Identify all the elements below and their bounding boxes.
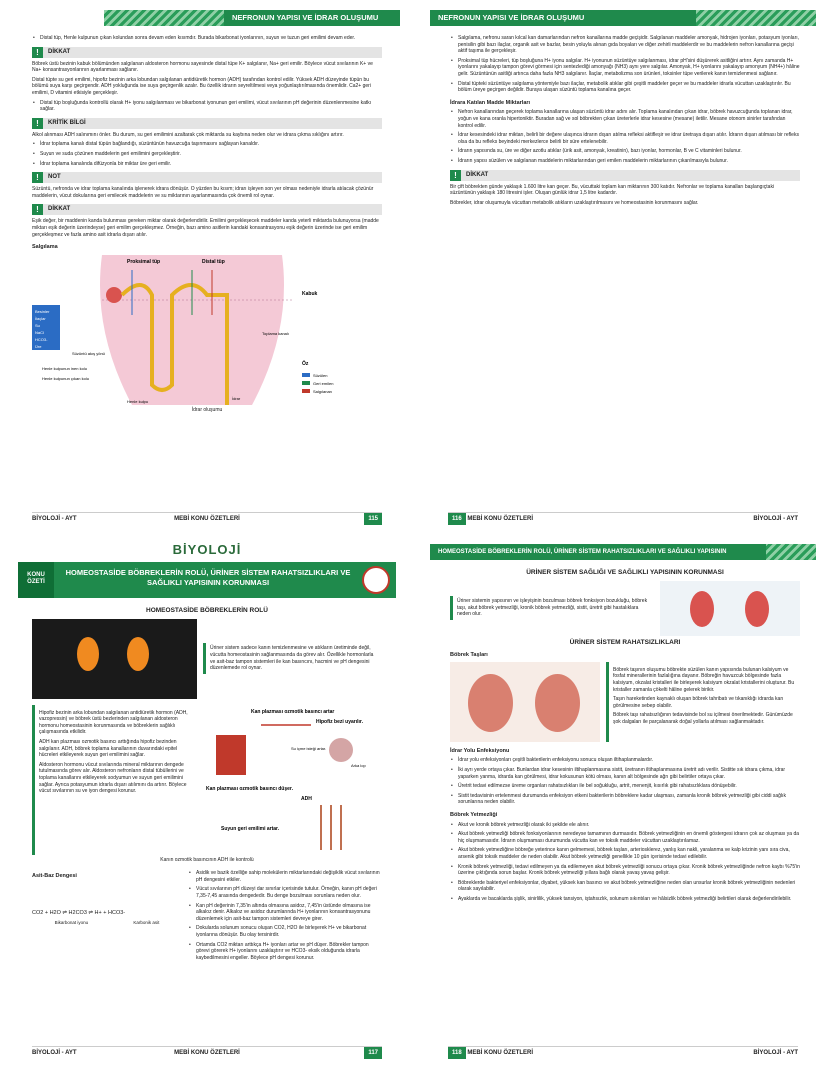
footer-center: MEBİ KONU ÖZETLERİ [174, 1050, 240, 1056]
adh-figure [201, 705, 382, 855]
footer-center: MEBİ KONU ÖZETLERİ [174, 516, 240, 522]
page-116 [430, 6, 816, 526]
dikkat-box [32, 204, 382, 215]
footer-center: MEBİ KONU ÖZETLERİ [467, 516, 534, 522]
legend-swatch [302, 389, 310, 393]
figure-caption: Kanın ozmotik basıncının ADH ile kontrolü [160, 856, 254, 863]
label: Su içme isteği artar. [291, 745, 327, 751]
exclamation-icon: ! [32, 204, 43, 215]
legend-swatch [302, 381, 310, 385]
label: Suyun geri emilimi artar. [221, 825, 280, 832]
nephron-diagram [32, 255, 382, 405]
footer-right: BİYOLOJİ - AYT [753, 1050, 798, 1056]
bullet: • İdrarın yapısında su, üre ve diğer azotlu atıklar (ürik asit, amonyak, kreatinin), bazı iyonlar, hormonlar, B ve C vitaminleri bulunur. [450, 148, 800, 155]
figure-title: Salgılama [32, 244, 58, 251]
label: Henle kulpunun çıkan kolu [42, 375, 89, 381]
page-header: NEFRONUN YAPISI VE İDRAR OLUŞUMU [224, 10, 400, 26]
label: Kan plazması ozmotik basıncı artar [251, 708, 335, 715]
bullet: • Akut ve kronik böbrek yetmezliği olarak iki şekilde ele alınır. [450, 822, 800, 829]
label: Su [35, 322, 40, 328]
kidney-xray-image [32, 619, 197, 699]
paragraph: Taşın hareketinden kaynaklı oluşan böbrek tahribatı ve tıkanıklığı idrarda kan görülmesine sebep olabilir. [613, 696, 784, 709]
subsection-title: Asit-Baz Dengesi [32, 873, 77, 880]
bullet: • Suyun ve suda çözünen maddelerin geri emilimini gerçekleştirir. [32, 151, 382, 158]
footer-left: BİYOLOJİ - AYT [32, 516, 77, 522]
footer-left: BİYOLOJİ - AYT [32, 1050, 77, 1056]
bullet: • Akut böbrek yetmezliğine böbreğe yeterince kanın gelmemesi, böbrek taşları, arteriosklerez, yanlış kan nakli, yaralanma ve kalp krizinin yanı sıra civa, arsenik gibi toksik maddeler de neden olabilir. Akut böbrek yetmezliği genellikle 10 gün içerisinde tedavi edilebilir. [450, 847, 800, 860]
dikkat-box [450, 170, 800, 181]
box-title: DİKKAT [43, 47, 382, 58]
page-footer [32, 512, 382, 524]
adh-diagram [201, 705, 381, 855]
bullet: • Kronik böbrek yetmezliği, tedavi edilmeyen ya da edilemeyen akut böbrek yetmezliği sonucu ortaya çıkar. Kronik böbrek yetmezliğinde nefron kaybı %75'in üzerine çıktığında sorun başlar. Kronik böbrek yetmezliği yıllara bağlı olarak yavaş yavaş gelişir. [450, 864, 800, 877]
legend-label: Süzülen [313, 372, 328, 378]
paragraph: Distal tüpte su geri emilimi, hipofiz bezinin arka lobundan salgılanan antidiüretik hormon (ADH) tarafından kontrol edilir. Yüksek ADH düzeyinde tüpün bu bölümü suya karşı geçirgendir. ADH yokluğunda ise suya geçirgenlik azalır. Bu özellik idrarın seyreltilmesi veya yoğunlaştırılmasında önemlidir. Ca2+ geri emilimi, D vitamini etkisiyle gerçekleşir. [32, 76, 371, 96]
bullet: • Distal tüp, Henle kulpunun çıkan kolundan sonra devam eden kısımdır. Burada bikarbonat iyonlarının, suyun ve tuzun geri emilimi devam eder. [32, 35, 382, 42]
label-dist: Distal tüp [202, 258, 225, 265]
paragraph: Hipofiz bezinin arka lobundan salgılanan antidiüretik hormon (ADH, vazopressin) ve böbrek üstü bezlerinden salgılanan aldosteron hormonu homeostasinin korunmasında ve böbreklerin sağlıklı çalışmasında etkilidir. [39, 709, 188, 736]
glomerulus [106, 287, 122, 303]
title-bar [18, 562, 396, 598]
subsection-title: İdrara Katılan Madde Miktarları [450, 99, 531, 106]
label: Üre [35, 343, 42, 349]
label: Henle kulpu [127, 398, 149, 404]
paragraph: ADH kan plazması ozmotik basıncı arttığında hipofiz bezinden salgılanır. ADH, böbrek toplama kanallarının duvarındaki epitel hücreleri etkileyerek suyun geri emilimini sağlar. [39, 738, 178, 759]
label-oz: Öz [302, 360, 309, 367]
bullet: • Proksimal tüp hücreleri, tüp boşluğuna H+ iyonu salgılar. H+ iyonunun süzüntüye salgılanması, idrar pH'sini düşürerek asitliğini artırır. Aynı zamanda H+ iyonlarını yakalayıp tampon görevi görmesi için sentezlediği amonyağı (NH3) aynı yere salgılar. Amonyak, H+ iyonlarını yakalayıp amonyum (NH4+) hâline gelir. Süzüntünün asitliği artınca daha fazla NH3 salgılanır. İlaçlar, metabolizma son ürünleri, toksinler tüpe verilerek kanın temizlenmesi sağlanır. [450, 58, 800, 78]
nephron-figure [32, 255, 382, 405]
page-number: 118 [448, 1047, 466, 1059]
label: Henle kulpunun inen kolu [42, 365, 87, 371]
section-title: ÜRİNER SİSTEM RAHATSIZLIKLARI [569, 638, 681, 646]
bullet: • Distal tüpteki süzüntüye salgılama yöntemiyle bazı ilaçlar, metabolik atıklar gibi çeşitli maddeler geçer ve bu maddeler idrarla vücuttan uzaklaştırılır. Bu bölüm üreye geçirgen değildir. Buraya ulaşan süzüntü toplama kanalına geçer. [450, 81, 800, 94]
footer-center: MEBİ KONU ÖZETLERİ [467, 1050, 534, 1056]
label: Kan plazması ozmotik basıncı düşer. [206, 785, 293, 792]
page-title: HOMEOSTASİDE BÖBREKLERİN ROLÜ, ÜRİNER SİSTEM RAHATSIZLIKLARI VE SAĞLIKLI YAPISININ KORUNMASI [65, 568, 351, 587]
bullet: • Kan pH değerinin 7,35'in altında olmasına asidoz, 7,45'in üstünde olmasına ise alkaloz denir. Alkaloz ve asidoz durumlarında H+ iyonlarının konsantrasyonunu düzenlemek için asit-baz tampon sistemleri devreye girer. [188, 903, 382, 923]
page-number: 116 [448, 513, 466, 525]
figure-caption: İdrar oluşumu [191, 406, 223, 413]
box-title: NOT [43, 172, 382, 183]
label: Besinler [35, 308, 50, 314]
bullet: • İdrarın yapısı süzülen ve salgılanan maddelerin miktarlarından geri emilen maddelerin miktarlarının çıkarılmasıyla bulunur. [450, 158, 800, 165]
box-title: DİKKAT [461, 170, 800, 181]
bullet: • İdrar toplama kanalında difüzyonla bir miktar üre geri emilir. [32, 161, 382, 168]
bullet: • Vücut sıvılarının pH düzeyi dar sınırlar içerisinde tutulur. Örneğin, kanın pH değeri 7,35-7,45 arasında dengededir. Bu denge bozulması sorunlara neden olur. [188, 886, 382, 899]
label: ADH [301, 795, 312, 802]
not-box [32, 172, 382, 183]
paragraph: Böbrekler, idrar oluşumuyla vücuttan metabolik atıkların uzaklaştırılmasını ve homeostasinin korunmasını sağlar. [450, 199, 699, 206]
box-title: DİKKAT [43, 204, 382, 215]
kidney-stone-illustration [450, 662, 600, 742]
subsection-title: Böbrek Taşları [450, 652, 488, 659]
bullet: • Distal tüp boşluğunda kontrollü olarak H+ iyonu salgılanması ve bikarbonat iyonunun geri emilimi, vücut sıvılarının pH değerinin düzenlenmesine katkı sağlar. [32, 100, 382, 113]
label-kabuk: Kabuk [302, 290, 318, 297]
legend-label: Geri emilen [313, 380, 334, 386]
bullet: • İdrar yolu enfeksiyonları çeşitli bakterilerin enfeksiyonu sonucu oluşan iltihaplanmalardır. [450, 757, 800, 764]
meb-seal-icon [362, 566, 390, 594]
paragraph: Böbrek taşı rahatsızlığının tedavisinde bol su içilmesi önerilmektedir. Günümüzde şok dalgaları ile parçalanarak doğal yollarla atılması sağlanmaktadır. [613, 712, 793, 725]
page-number: 117 [364, 1047, 382, 1059]
page-117 [14, 540, 400, 1060]
page-header: HOMEOSTASİDE BÖBREKLERİN ROLÜ, ÜRİNER SİSTEM RAHATSIZLIKLARI VE SAĞLIKLI YAPISININ KORUNMASI [430, 544, 766, 560]
paragraph: Böbrek taşının oluşumu böbrekte süzülen kanın yapısında bulunan kalsiyum ve fosfat minerallerinin fazlalığına dayanır. Böbreğin havuzcuk bölgesinde fazla kalsiyum, okzalat kristalleri ile birleşerek kalsiyum okzalat kristallerini oluşturur. Bu kristaller zamanla çökelti hâline gelerek birikir. [613, 666, 795, 693]
bullet: • Nefron kanallarından geçerek toplama kanallarına ulaşan süzüntü idrar adını alır. Toplama kanalından çıkan idrar, böbrek havuzcuğunda toplanan idrar, yoğun ve kana oranla hipertoniktir. Buradan sağ ve sol böbrekten çıkan üreterlerle idrar kesesine (mesane) iletilir. Mesane otonom sinirler tarafından kontrol edilir. [450, 109, 800, 129]
page-footer [448, 512, 798, 524]
bullet: • Böbreklerde bakteriyel enfeksiyonlar, diyabet, yüksek kan basıncı ve akut böbrek yetmezliğine neden olan unsurlar kronik böbrek yetmezliğinin nedenleri olarak sayılabilir. [450, 880, 800, 893]
bullet: • Asidik ve bazik özelliğe sahip molekülerin miktarlarındaki değişiklik vücut sıvılarının pH dengesini etkiler. [188, 870, 382, 883]
subject-title: BİYOLOJİ [172, 542, 242, 557]
equation: CO2 + H2O ⇌ H2CO3 ⇌ H+ + HCO3- [32, 909, 126, 916]
label: Karbonik asit [133, 920, 160, 926]
bullet: • İdrar kesesindeki idrar miktarı, belirli bir değere ulaşınca idrarın dışarı atılma refleksi aktifleşir ve idrar üretraya dışarı atılır. İdrarın dışarı atılması bir refleks olsa da bu refleks beyindeki merkezlerce belirli bir süre ertelenebilir. [450, 132, 800, 145]
page-header: NEFRONUN YAPISI VE İDRAR OLUŞUMU [430, 10, 696, 26]
konu-ozeti-badge: KONU ÖZETİ [18, 562, 54, 598]
bullet: • Üretrit tedavi edilmezse üreme organları rahatsızlıkları ile bel soğukluğu, artrit, menenjit, kısırlık gibi rahatsızlıklara dönüşebilir. [450, 783, 800, 790]
label: Bikarbonat iyonu [54, 920, 89, 926]
label-prox: Proksimal tüp [127, 258, 161, 265]
nephron-lines [321, 805, 341, 850]
exclamation-icon: ! [32, 47, 43, 58]
bullet: • Akut böbrek yetmezliği böbrek fonksiyonlarının neredeyse tamamının durmasıdır. Böbrek yetmezliğinin en önemli göstergesi idrarın çok az oluşması ya da hiç oluşmamasıdır. İdrarın oluşmaması durumunda vücutta kan ve toksik maddeler vücuttan uzaklaştırılamaz. [450, 831, 800, 844]
header-stripe [766, 544, 816, 560]
bullet: • Ortamda CO2 miktarı arttıkça H+ iyonları artar ve pH düşer. Böbrekler tampon görevi görerek H+ iyonlarını uzaklaştırır ve HCO3- eksik olduğunda idrarla kaybedilmesini engeller. Böylece pH dengesi korunur. [188, 942, 382, 962]
pituitary [329, 738, 353, 762]
paragraph: Aldosteron hormonu vücut sıvılarında mineral miktarının dengede tutulmasında görev alır. Aldosteron nefronların distal tübüllerini ve toplama kanallarını etkileyerek sodyumun ve suyun geri emilimini sağlar. Ayrıca potasyumun idrarla dışarı atılımını da artırır. Böylece vücut sıvılarının su ve iyon dengesi korunur. [39, 761, 187, 795]
label: HCO3- [35, 336, 48, 342]
label: İlaçlar [35, 315, 46, 321]
bullet: • Sistit tedavisinin ertelenmesi durumunda enfeksiyon etkeni bakterilerin böbreklere kadar ulaşması, zamanla kronik böbrek yetmezliği gibi ciddi sağlık sorunlarına neden olabilir. [450, 793, 800, 806]
section-title: ÜRİNER SİSTEM SAĞLIĞI VE SAĞLIKLI YAPISININ KORUNMASI [526, 569, 724, 576]
subsection-title: İdrar Yolu Enfeksiyonu [450, 747, 510, 754]
label: NaCl [35, 329, 44, 335]
header-stripe [696, 10, 816, 26]
paragraph: Alkol alınması ADH salınımını önler. Bu durum, su geri emilimini azaltarak çok miktarda su kaybına neden olur ve idrara çıkma sıklığını artırır. [32, 131, 344, 138]
exclamation-icon: ! [450, 170, 461, 181]
label: Hipofiz bezi uyarılır. [316, 718, 363, 725]
paragraph: Süzüntü, nefronda ve idrar toplama kanalında işlenerek idrara dönüşür. O yüzden bu kısım; idrarı işleyen son yer olması nedeniyle idrarla atılacak çözünür maddelerin, vücut dokularına geri emilecek maddelerin ve su miktarının ayarlanmasında çok önemli rol oynar. [32, 186, 374, 199]
page-118 [430, 540, 816, 1060]
label: Toplama kanalı [262, 330, 289, 336]
kritik-box [32, 118, 382, 129]
paragraph: Bir çift böbrekten günde yaklaşık 1.600 litre kan geçer. Bu, vücuttaki toplam kan miktarının 300 katıdır. Nefronlar ve toplama kanalları başlangıçtaki süzüntünün yaklaşık 180 litresini işler. Oluşan günlük idrar 1,5 litre kadardır. [450, 183, 775, 197]
bullet: • Dokularda solunum sonucu oluşan CO2, H2O ile birleşerek H+ ve bikarbonat iyonlarına dönüşür. Bu olay tersinirdir. [188, 925, 382, 938]
bullet: • İki ayrı yerde ortaya çıkar. Bunlardan idrar kesesinin iltihaplanmasına sistit, üretranın iltihaplanmasına üretrit adı verilir. Sistitte sık idrara çıkma, idrar yaparken yanma, idrarda kan görülmesi, idrar kokusunun kötü olması, kanın alt bölgesinde ağrı gibi belirtiler ortaya çıkar. [450, 767, 800, 780]
bullet: • Salgılama, nefronu saran kılcal kan damarlarından nefron kanallarına madde geçişidir. Salgılanan maddeler amonyak, hidrojen iyonları, potasyum iyonları, penisilin gibi bazı ilaçlar, organik asit ve bazlar, besin yoluyla alınan gıda boyaları ve diğer zehirli maddelerdir ve bu maddelerin nefron kanallarına geçişi aktif taşıma ile gerçekleşir. [450, 35, 800, 55]
section-title: HOMEOSTASİDE BÖBREKLERİN ROLÜ [146, 607, 268, 614]
paragraph: Eşik değer, bir maddenin kanda bulunması gereken miktar olarak değerlendirilir. Emilimi gerçekleşecek maddeler kanda yeterli miktarda bulunuyorsa (madde miktarı eşik değerin üzerindeyse) geri emilim gerçekleşmez. Örneğin, bazı amino asitlerin kandaki konsantrasyonu eşik değerin üzerinde ise geri emilim gerçekleşmez ve fazla amino asit idrarla dışarı atılır. [32, 218, 379, 238]
bullet: • İdrar toplama kanalı distal tüpün bağlandığı, süzüntünün havuzcuğa taşınmasını sağlayan kanaldır. [32, 141, 382, 148]
page-footer [32, 1046, 382, 1058]
paragraph: Üriner sistemin yapısının ve işleyişinin bozulması böbrek fonksiyon bozukluğu, böbrek taşı, akut böbrek yetmezliği, kronik böbrek yetmezliği, sistit, üretrit gibi hastalıklara neden olur. [450, 596, 654, 620]
subsection-title: Böbrek Yetmezliği [450, 811, 498, 818]
page-footer [448, 1046, 798, 1058]
header-stripe [104, 10, 224, 26]
kidney-illustration [660, 581, 800, 636]
page-115 [14, 6, 400, 526]
label: Arka lop [351, 762, 366, 768]
blood-vessel [216, 735, 246, 775]
paragraph: Böbrek üstü bezinin kabuk bölümünden salgılanan aldosteron hormonu sayesinde distal tüpe K+ salgılanır, Na+ geri emilir. Böylece vücut sıvılarının K+ ve Na+ konsantrasyonlarının ayarlanması sağlanır. [32, 60, 373, 74]
page-number: 115 [364, 513, 382, 525]
label: İdrar [232, 395, 241, 401]
footer-right: BİYOLOJİ - AYT [753, 516, 798, 522]
label: Süzüntü akış yönü [72, 350, 105, 356]
dikkat-box [32, 47, 382, 58]
box-title: KRİTİK BİLGİ [43, 118, 382, 129]
legend-swatch [302, 373, 310, 377]
exclamation-icon: ! [32, 172, 43, 183]
legend-label: Salgılanan [313, 388, 332, 394]
bullet: • Ayaklarda ve bacaklarda şişlik, sinirlilik, yüksek tansiyon, iştahsızlık, solunum sıkıntıları ve hâlsizlik böbrek yetmezliği belirtileri olarak değerlendirilebilir. [450, 896, 800, 903]
exclamation-icon: ! [32, 118, 43, 129]
paragraph: Üriner sistem sadece kanın temizlenmesine ve atıkların üretiminde değil, vücutta homeostasinin sağlanmasında da görev alır. Özellikle hormonlarla ve asit-baz tampon sistemleri ile kan basıncını, hacmini ve pH dengesini düzenlemede rol oynar. [203, 643, 382, 673]
